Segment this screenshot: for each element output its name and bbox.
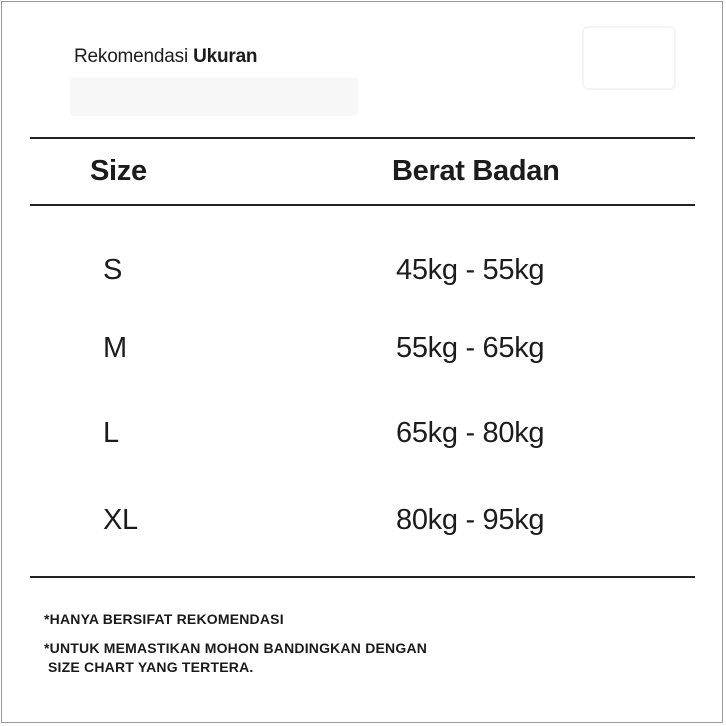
title-bold: Ukuran (193, 46, 258, 67)
note-compare-line1: *UNTUK MEMASTIKAN MOHON BANDINGKAN DENGAN (44, 640, 428, 656)
table-cell-size: S (103, 254, 123, 286)
table-cell-weight: 55kg - 65kg (396, 332, 545, 364)
faded-logo-box (582, 26, 676, 90)
table-cell-size: M (103, 332, 127, 364)
note-compare-line2: SIZE CHART YANG TERTERA. (48, 659, 254, 675)
table-header-rule (30, 204, 695, 206)
page-title (74, 46, 257, 68)
table-bottom-rule (30, 576, 695, 578)
table-cell-size: L (103, 417, 119, 449)
column-header-size: Size (90, 155, 147, 187)
note-recommendation: *HANYA BERSIFAT REKOMENDASI (44, 611, 284, 627)
column-header-weight: Berat Badan (392, 155, 560, 187)
table-cell-weight: 65kg - 80kg (396, 417, 545, 449)
faded-banner (70, 78, 358, 116)
table-cell-weight: 80kg - 95kg (396, 504, 545, 536)
title-light: Rekomendasi (74, 46, 188, 67)
table-top-rule (30, 137, 695, 139)
table-cell-weight: 45kg - 55kg (396, 254, 545, 286)
table-cell-size: XL (103, 504, 138, 536)
